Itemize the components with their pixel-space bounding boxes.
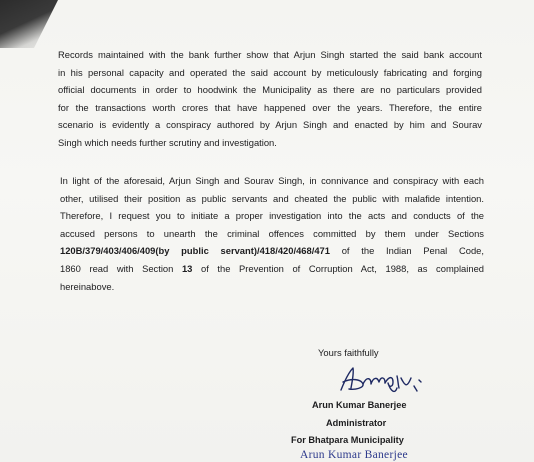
- signer-title: Administrator: [326, 418, 387, 428]
- paragraph-records: [58, 46, 482, 152]
- paragraph-request: [60, 172, 484, 295]
- page-corner-shadow: [0, 0, 60, 48]
- paragraph-line: Records maintained with the bank further show that Arjun Singh started the said bank account: [58, 49, 482, 60]
- handwritten-signature: [335, 362, 431, 396]
- section-number: 13: [181, 262, 193, 274]
- paragraph-line: [60, 260, 484, 278]
- paragraph-line: Singh which needs further scrutiny and investigation.: [58, 136, 277, 148]
- paragraph-line: scenario is evidently a conspiracy authored by Arjun Singh and enacted by him and Sourav: [58, 119, 482, 131]
- signer-name: Arun Kumar Banerjee: [312, 400, 407, 410]
- paragraph-line: Therefore, I request you to initiate a proper investigation into the acts and conducts of the: [60, 210, 484, 222]
- paragraph-line: for the transactions worth crores that have happened over the years. Therefore, the entire: [58, 101, 482, 113]
- name-stamp: Arun Kumar Banerjee: [300, 449, 408, 461]
- paragraph-line: other, utilised their position as public servants and cheated the public with malafide intention.: [60, 192, 484, 204]
- paragraph-line: hereinabove.: [60, 280, 115, 292]
- paragraph-line: [60, 242, 484, 260]
- section-text-post: of the Prevention of Corruption Act, 1988, as complained: [192, 262, 484, 274]
- paragraph-line: accused persons to unearth the criminal offences committed by them under Sections: [60, 227, 484, 239]
- paragraph-line: In light of the aforesaid, Arjun Singh and Sourav Singh, in connivance and conspiracy with each: [60, 175, 484, 186]
- paragraph-line: in his personal capacity and operated the said account by meticulously fabricating and forging: [58, 66, 482, 78]
- signer-organisation: For Bhatpara Municipality: [291, 435, 404, 445]
- paragraph-line: official documents in order to hoodwink the Municipality as there are no particulars provided: [58, 84, 482, 96]
- ipc-sections: 120B/379/403/406/409(by public servant)/418/420/468/471: [60, 245, 330, 257]
- closing-salutation: Yours faithfully: [318, 347, 379, 358]
- section-text-pre: 1860 read with Section: [60, 262, 182, 274]
- ipc-text: of the Indian Penal Code,: [329, 245, 484, 257]
